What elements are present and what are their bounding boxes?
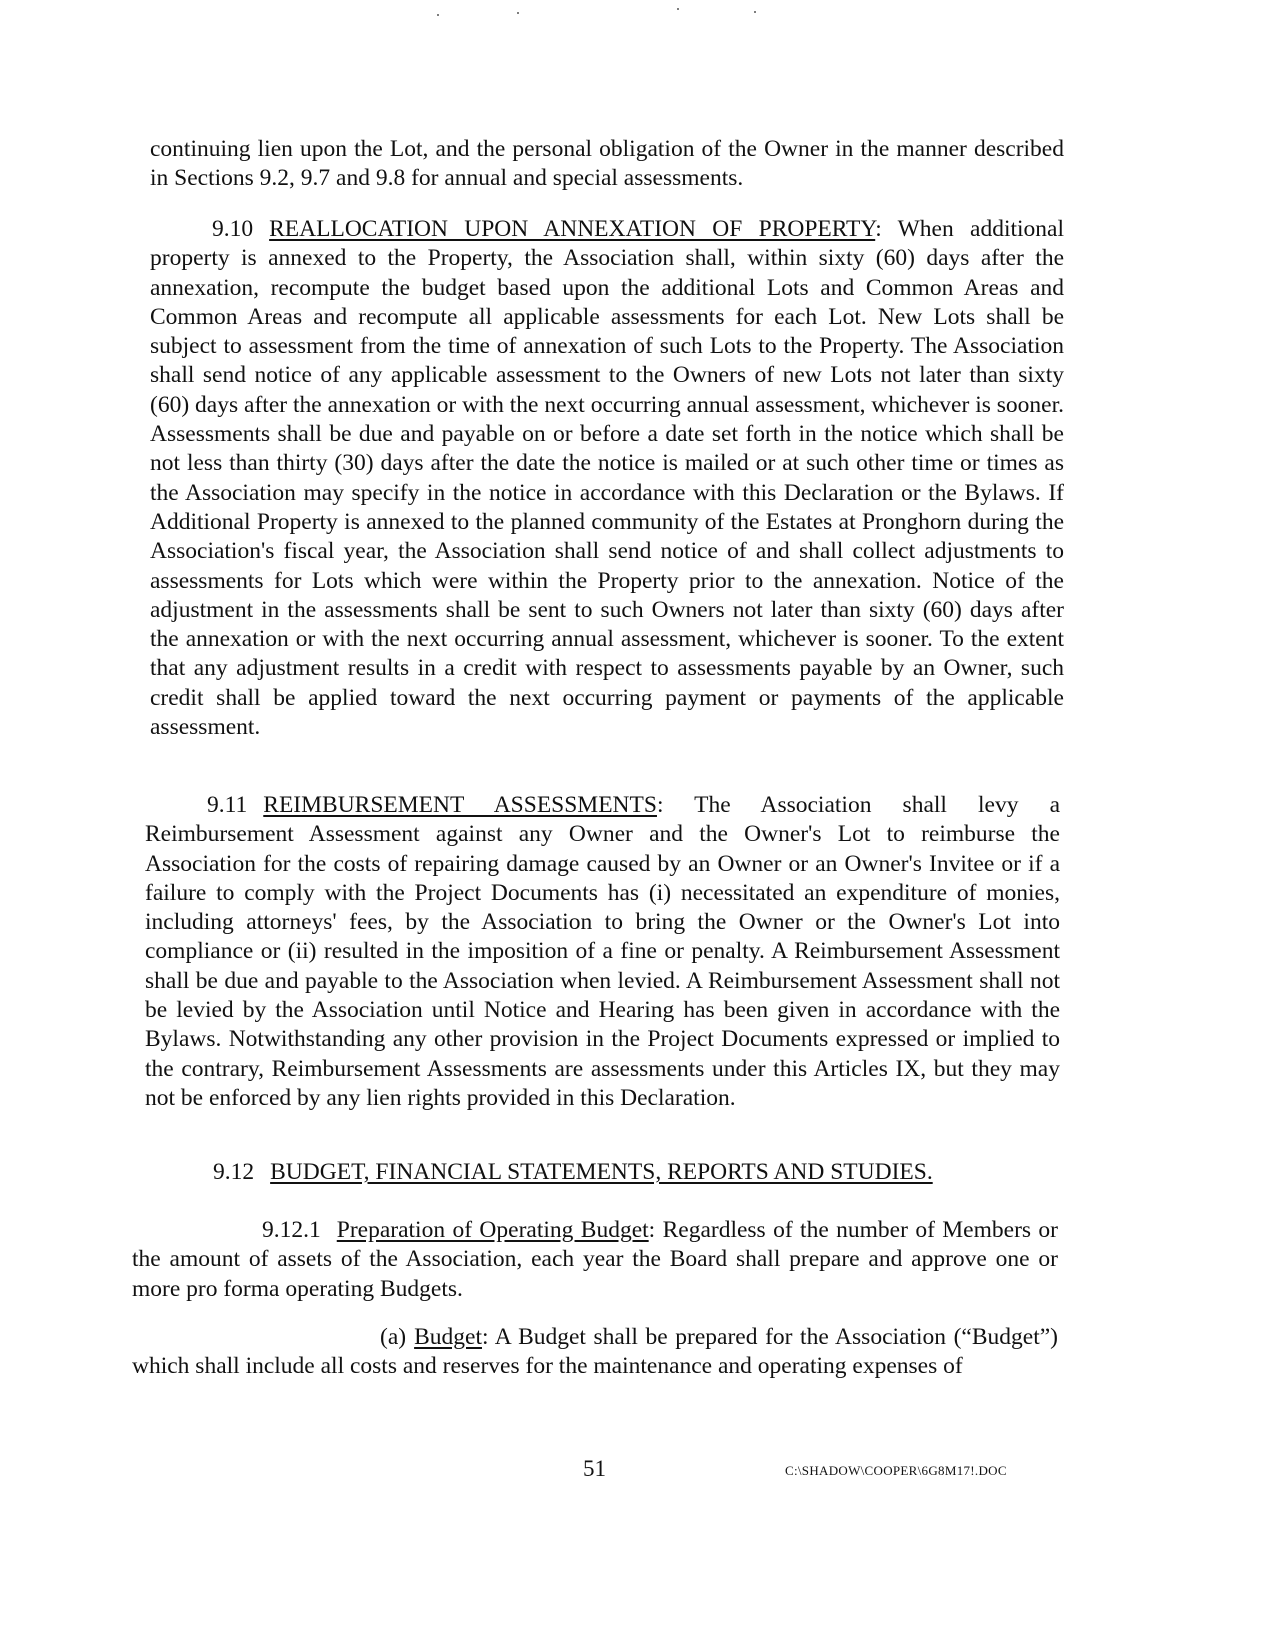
subsection-heading: Budget (414, 1324, 482, 1350)
section-9-11 (145, 791, 1060, 1113)
section-number: 9.12.1 (262, 1217, 321, 1243)
scan-speck (517, 12, 519, 14)
subsection-body: : A Budget shall be prepared for the Association (“Budget”) which shall include all costs and reserves for the maintenance and operating expenses of (132, 1324, 1058, 1380)
section-9-10 (150, 215, 1064, 742)
section-9-12 (213, 1158, 993, 1187)
subsection-label: (a) (380, 1324, 407, 1350)
section-number: 9.10 (212, 216, 254, 242)
page-number: 51 (583, 1456, 606, 1481)
subsection-a-budget (132, 1323, 1058, 1382)
section-body: : The Association shall levy a Reimbursement Assessment against any Owner and the Owner's Lot to reimburse the Association for the costs of repairing damage caused by an Owner or an Owner's Invitee or if a failure to comply with the Project Documents has (i) necessitated an expenditure of monies, including attorneys' fees, by the Association to bring the Owner or the Owner's Lot into compliance or (ii) resulted in the imposition of a fine or penalty. A Reimbursement Assessment shall be due and payable to the Association when levied. A Reimbursement Assessment shall not be levied by the Association until Notice and Hearing has been given in accordance with the Bylaws. Notwithstanding any other provision in the Project Documents expressed or implied to the contrary, Reimbursement Assessments are assessments under this Articles IX, but they may not be enforced by any lien rights provided in this Declaration. (145, 792, 1061, 1111)
section-body: : When additional property is annexed to the Property, the Association shall, within sixty (60) days after the annexation, recompute the budget based upon the additional Lots and Common Areas and Common Areas and recompute all applicable assessments for each Lot. New Lots shall be subject to assessment from the time of annexation of such Lots to the Property. The Association shall send notice of any applicable assessment to the Owners of new Lots not later than sixty (60) days after the annexation or with the next occurring annual assessment, whichever is sooner. Assessments shall be due and payable on or before a date set forth in the notice which shall be not less than thirty (30) days after the date the notice is mailed or at such other time or times as the Association may specify in the notice in accordance with this Declaration or the Bylaws. If Additional Property is annexed to the planned community of the Estates at Pronghorn during the Association's fiscal year, the Association shall send notice of and shall collect adjustments to assessments for Lots which were within the Property prior to the annexation. Notice of the adjustment in the assessments shall be sent to such Owners not later than sixty (60) days after the annexation or with the next occurring annual assessment, whichever is sooner. To the extent that any adjustment results in a credit with respect to assessments payable by an Owner, such credit shall be applied toward the next occurring payment or payments of the applicable assessment. (150, 216, 1064, 741)
file-path-footer: C:\SHADOW\COOPER\6G8M17!.DOC (785, 1463, 1007, 1478)
scan-speck (437, 14, 439, 16)
scan-speck (754, 11, 756, 13)
section-heading: BUDGET, FINANCIAL STATEMENTS, REPORTS AND STUDIES. (270, 1159, 933, 1185)
section-9-12-1 (132, 1216, 1058, 1304)
section-body: : Regardless of the number of Members or the amount of assets of the Association, each year the Board shall prepare and approve one or more pro forma operating Budgets. (132, 1217, 1059, 1302)
section-heading: Preparation of Operating Budget (336, 1217, 649, 1243)
scan-speck (677, 8, 679, 10)
section-number: 9.11 (207, 792, 248, 818)
section-heading: REALLOCATION UPON ANNEXATION OF PROPERTY (269, 216, 876, 242)
paragraph-continuing (150, 135, 1064, 194)
section-heading: REIMBURSEMENT ASSESSMENTS (263, 792, 657, 818)
paragraph-text: continuing lien upon the Lot, and the personal obligation of the Owner in the manner described in Sections 9.2, 9.7 and 9.8 for annual and special assessments. (150, 136, 1064, 192)
section-number: 9.12 (213, 1159, 255, 1185)
